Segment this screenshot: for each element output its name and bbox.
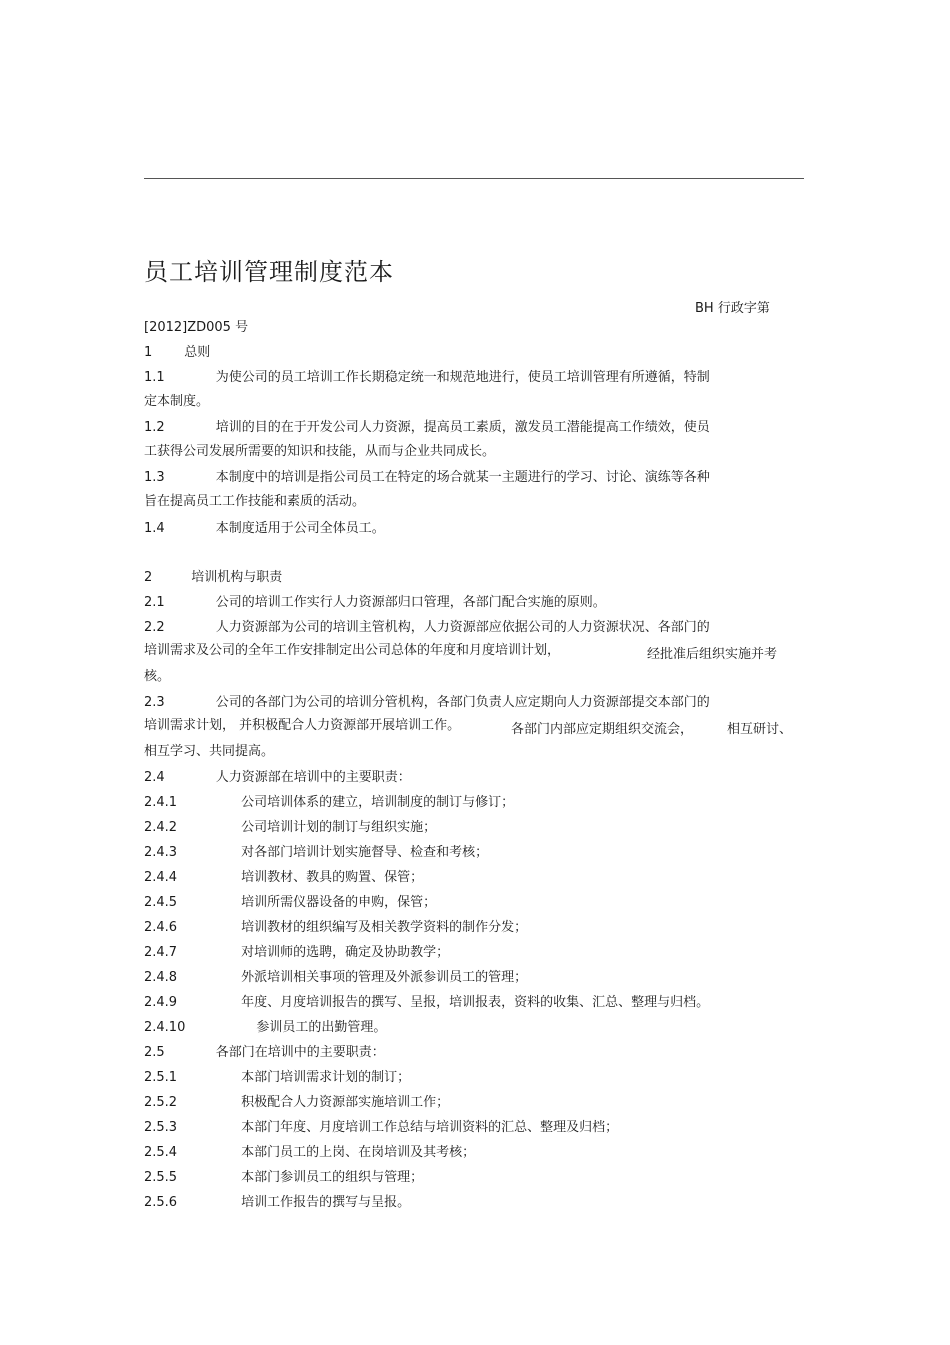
clause-number: 2.5.2 [144,1095,178,1110]
clause-text: 公司培训体系的建立，培训制度的制订与修订； [241,795,515,810]
paragraph-line [144,744,274,760]
paragraph-line [144,695,710,711]
clause-text: 本制度适用于公司全体员工。 [215,521,385,536]
clause-number: 2.4.1 [144,795,178,810]
clause-text: 相互学习、共同提高。 [144,744,275,759]
paragraph-line [144,770,411,786]
clause-text: 对各部门培训计划实施督导、检查和考核； [241,845,489,860]
clause-text: 本部门年度、月度培训工作总结与培训资料的汇总、整理及归档； [241,1120,619,1135]
clause-text: 培训工作报告的撰写与呈报。 [241,1195,411,1210]
paragraph-line [144,1095,449,1111]
clause-number: 2.1 [144,595,165,610]
clause-text: 定本制度。 [144,394,210,409]
clause-text: 本部门参训员工的组织与管理； [241,1170,424,1185]
clause-text: 培训教材、教具的购置、保管； [241,870,424,885]
clause-text: 人力资源部为公司的培训主管机构，人力资源部应依据公司的人力资源状况、各部门的 [215,620,710,635]
paragraph-line [144,945,449,961]
justified-fragment: 经批准后组织实施并考 [647,647,778,662]
paragraph-line [144,444,495,460]
paragraph-line [144,970,527,986]
clause-number: 2.5 [144,1045,165,1060]
paragraph-line [144,895,436,911]
clause-number: 2.4.4 [144,870,178,885]
clause-number: 2.4.5 [144,895,178,910]
clause-text: 人力资源部在培训中的主要职责： [215,770,411,785]
paragraph-line [144,420,710,436]
clause-text: 对培训师的选聘，确定及协助教学； [241,945,450,960]
clause-number: 1.1 [144,370,165,385]
paragraph-line [144,870,423,886]
clause-text: 公司培训计划的制订与组织实施； [241,820,437,835]
clause-text: 培训需求计划， 并积极配合人力资源部开展培训工作。 [144,718,461,733]
paragraph-line [144,1020,386,1036]
clause-number: 1 [144,345,153,360]
clause-number: 1.4 [144,521,165,536]
clause-number: 2.4.7 [144,945,178,960]
clause-number: 2.4 [144,770,165,785]
clause-text: 本部门培训需求计划的制订； [241,1070,411,1085]
clause-text: 培训教材的组织编写及相关教学资料的制作分发； [241,920,528,935]
header-rule [144,178,804,179]
clause-text: 培训所需仪器设备的申购，保管； [241,895,437,910]
clause-number: 2.3 [144,695,165,710]
paragraph-line [144,795,514,811]
paragraph-line [144,1120,618,1136]
clause-text: 参训员工的出勤管理。 [256,1020,387,1035]
clause-number: 2.2 [144,620,165,635]
clause-text: 总则 [184,345,211,360]
clause-text: 培训需求及公司的全年工作安排制定出公司总体的年度和月度培训计划， [144,643,561,658]
clause-text: 公司的培训工作实行人力资源部归口管理，各部门配合实施的原则。 [215,595,606,610]
clause-number: 2.4.6 [144,920,178,935]
clause-text: 核。 [144,669,171,684]
clause-number: 2.4.8 [144,970,178,985]
clause-text: 外派培训相关事项的管理及外派参训员工的管理； [241,970,528,985]
justified-fragment: 相互研讨、 [727,722,793,737]
clause-number: 2.5.5 [144,1170,178,1185]
paragraph-line [144,1170,423,1186]
clause-number: 2.4.3 [144,845,178,860]
clause-number: 2.4.10 [144,1020,186,1035]
clause-text: 本部门员工的上岗、在岗培训及其考核； [241,1145,476,1160]
document-reference-prefix: BH 行政字第 [695,301,770,316]
justified-fragment: 各部门内部应定期组织交流会， [511,722,694,737]
clause-number: 1.2 [144,420,165,435]
clause-text: 工获得公司发展所需要的知识和技能，从而与企业共同成长。 [144,444,496,459]
paragraph-line [144,494,365,510]
clause-text: 各部门在培训中的主要职责： [215,1045,385,1060]
paragraph-line [144,920,527,936]
clause-text: 培训机构与职责 [191,570,283,585]
paragraph-line [144,595,606,611]
paragraph-line [144,669,170,685]
clause-text: 公司的各部门为公司的培训分管机构，各部门负责人应定期向人力资源部提交本部门的 [215,695,710,710]
clause-text: 年度、月度培训报告的撰写、呈报，培训报表，资料的收集、汇总、整理与归档。 [241,995,710,1010]
paragraph-line [144,1195,410,1211]
paragraph-line [144,345,210,361]
clause-number: 2.5.3 [144,1120,178,1135]
clause-text: 旨在提高员工工作技能和素质的活动。 [144,494,366,509]
document-reference-number: [2012]ZD005 号 [144,320,249,335]
paragraph-line [144,643,560,659]
paragraph-line [144,394,209,410]
paragraph-line [144,718,460,734]
paragraph-line [144,470,710,486]
clause-number: 2.5.1 [144,1070,178,1085]
paragraph-line [144,521,385,537]
clause-number: 2.5.4 [144,1145,178,1160]
page-title: 员工培训管理制度范本 [144,258,394,286]
clause-number: 2.5.6 [144,1195,178,1210]
clause-number: 1.3 [144,470,165,485]
paragraph-line [144,820,436,836]
clause-number: 2 [144,570,153,585]
paragraph-line [144,845,488,861]
paragraph-line [144,1145,475,1161]
clause-text: 本制度中的培训是指公司员工在特定的场合就某一主题进行的学习、讨论、演练等各种 [215,470,710,485]
paragraph-line [144,620,710,636]
paragraph-line [144,370,710,386]
clause-text: 为使公司的员工培训工作长期稳定统一和规范地进行，使员工培训管理有所遵循，特制 [215,370,710,385]
clause-text: 培训的目的在于开发公司人力资源，提高员工素质，激发员工潜能提高工作绩效，使员 [215,420,710,435]
paragraph-line [144,995,709,1011]
clause-number: 2.4.2 [144,820,178,835]
clause-text: 积极配合人力资源部实施培训工作； [241,1095,450,1110]
paragraph-line [144,1070,410,1086]
clause-number: 2.4.9 [144,995,178,1010]
paragraph-line [144,570,282,586]
paragraph-line [144,1045,385,1061]
